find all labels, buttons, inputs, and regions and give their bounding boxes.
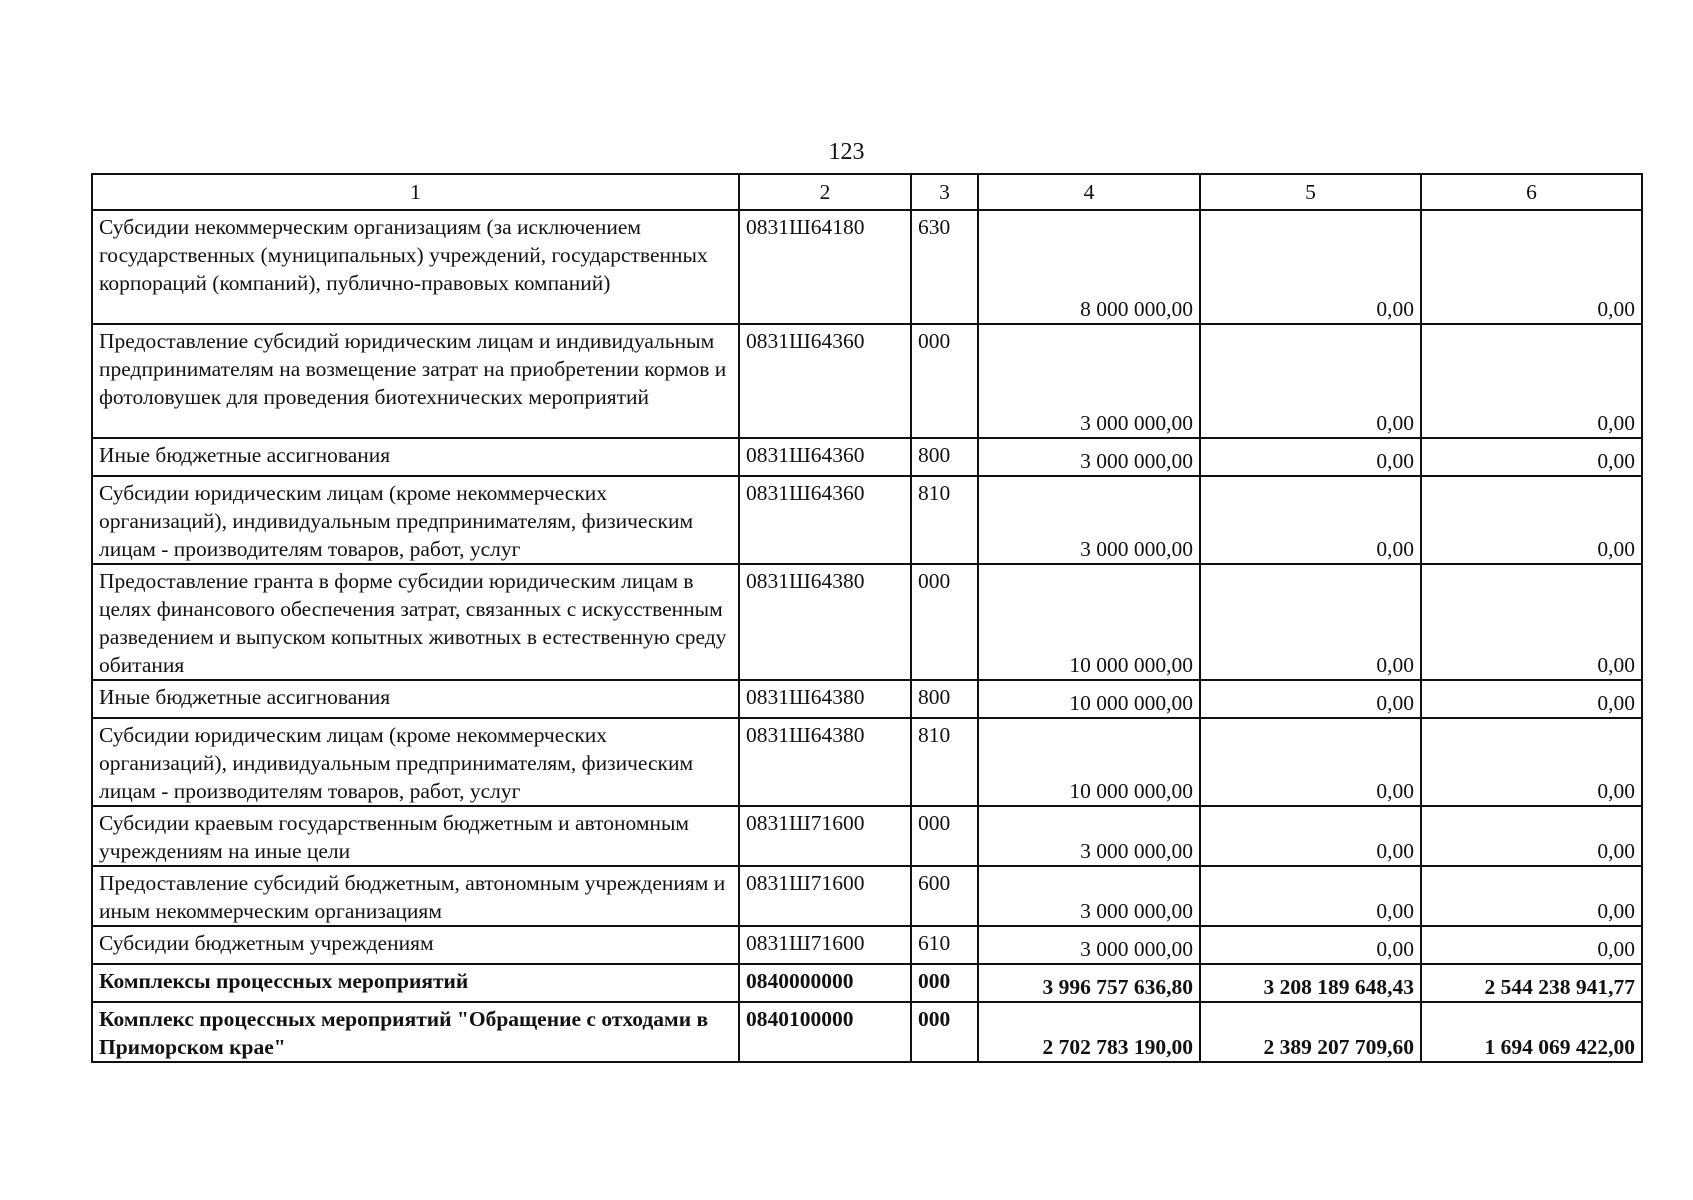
row-value-6: 0,00 [1421, 324, 1642, 438]
row-value-4: 3 000 000,00 [978, 866, 1200, 926]
row-value-5: 2 389 207 709,60 [1200, 1002, 1421, 1062]
row-value-5: 0,00 [1200, 718, 1421, 806]
row-value-5: 0,00 [1200, 210, 1421, 324]
row-type: 000 [911, 1002, 978, 1062]
row-name: Предоставление субсидий юридическим лицам и индивидуальным предпринимателям на возмещение затрат на приобретении кормов и фотоловушек для проведения биотехнических мероприятий [92, 324, 739, 438]
row-name: Комплексы процессных мероприятий [92, 964, 739, 1002]
row-name: Субсидии юридическим лицам (кроме некоммерческих организаций), индивидуальным предпринимателям, физическим лицам - производителям товаров, работ, услуг [92, 476, 739, 564]
row-code: 0831Ш64180 [739, 210, 911, 324]
row-value-6: 0,00 [1421, 680, 1642, 718]
table-row [92, 806, 1642, 866]
row-value-6: 1 694 069 422,00 [1421, 1002, 1642, 1062]
row-value-4: 3 000 000,00 [978, 806, 1200, 866]
row-name: Субсидии юридическим лицам (кроме некоммерческих организаций), индивидуальным предпринимателям, физическим лицам - производителям товаров, работ, услуг [92, 718, 739, 806]
row-type: 800 [911, 680, 978, 718]
table-row [92, 718, 1642, 806]
row-value-6: 0,00 [1421, 866, 1642, 926]
row-value-6: 2 544 238 941,77 [1421, 964, 1642, 1002]
row-code: 0831Ш64360 [739, 476, 911, 564]
row-type: 810 [911, 718, 978, 806]
row-value-6: 0,00 [1421, 476, 1642, 564]
row-name: Предоставление субсидий бюджетным, автономным учреждениям и иным некоммерческим организациям [92, 866, 739, 926]
row-name: Субсидии бюджетным учреждениям [92, 926, 739, 964]
row-value-5: 0,00 [1200, 926, 1421, 964]
row-code: 0831Ш64380 [739, 718, 911, 806]
table-header-row [92, 174, 1642, 210]
header-col-6: 6 [1421, 174, 1642, 210]
row-value-4: 10 000 000,00 [978, 680, 1200, 718]
header-col-4: 4 [978, 174, 1200, 210]
row-value-4: 3 000 000,00 [978, 926, 1200, 964]
row-value-4: 10 000 000,00 [978, 718, 1200, 806]
page-number: 123 [828, 139, 865, 165]
row-value-5: 3 208 189 648,43 [1200, 964, 1421, 1002]
header-col-5: 5 [1200, 174, 1421, 210]
row-type: 810 [911, 476, 978, 564]
row-value-5: 0,00 [1200, 324, 1421, 438]
row-code: 0831Ш71600 [739, 806, 911, 866]
table-row [92, 866, 1642, 926]
row-value-4: 8 000 000,00 [978, 210, 1200, 324]
row-value-5: 0,00 [1200, 866, 1421, 926]
row-value-5: 0,00 [1200, 438, 1421, 476]
row-value-4: 2 702 783 190,00 [978, 1002, 1200, 1062]
row-value-4: 3 000 000,00 [978, 438, 1200, 476]
row-value-5: 0,00 [1200, 564, 1421, 680]
row-name: Предоставление гранта в форме субсидии юридическим лицам в целях финансового обеспечения затрат, связанных с искусственным разведением и выпуском копытных животных в естественную среду обитания [92, 564, 739, 680]
row-code: 0840100000 [739, 1002, 911, 1062]
row-code: 0831Ш64380 [739, 564, 911, 680]
table-row [92, 324, 1642, 438]
table-row [92, 564, 1642, 680]
row-type: 600 [911, 866, 978, 926]
row-code: 0831Ш71600 [739, 866, 911, 926]
row-type: 800 [911, 438, 978, 476]
row-value-6: 0,00 [1421, 718, 1642, 806]
row-value-6: 0,00 [1421, 926, 1642, 964]
row-name: Комплекс процессных мероприятий "Обращение с отходами в Приморском крае" [92, 1002, 739, 1062]
row-value-4: 3 000 000,00 [978, 324, 1200, 438]
row-value-6: 0,00 [1421, 806, 1642, 866]
row-name: Иные бюджетные ассигнования [92, 680, 739, 718]
row-code: 0831Ш64380 [739, 680, 911, 718]
table-row [92, 438, 1642, 476]
table-row-total [92, 964, 1642, 1002]
row-name: Субсидии некоммерческим организациям (за исключением государственных (муниципальных) учреждений, государственных корпораций (компаний), публично-правовых компаний) [92, 210, 739, 324]
row-type: 630 [911, 210, 978, 324]
row-value-5: 0,00 [1200, 476, 1421, 564]
header-col-2: 2 [739, 174, 911, 210]
row-code: 0840000000 [739, 964, 911, 1002]
budget-table [91, 173, 1643, 1063]
table-row [92, 476, 1642, 564]
row-type: 000 [911, 324, 978, 438]
row-name: Иные бюджетные ассигнования [92, 438, 739, 476]
row-value-6: 0,00 [1421, 438, 1642, 476]
row-name: Субсидии краевым государственным бюджетным и автономным учреждениям на иные цели [92, 806, 739, 866]
row-type: 000 [911, 964, 978, 1002]
row-type: 000 [911, 806, 978, 866]
row-value-6: 0,00 [1421, 210, 1642, 324]
table-row [92, 210, 1642, 324]
row-type: 610 [911, 926, 978, 964]
table-row [92, 926, 1642, 964]
table-row [92, 680, 1642, 718]
row-value-5: 0,00 [1200, 680, 1421, 718]
row-value-4: 10 000 000,00 [978, 564, 1200, 680]
header-col-3: 3 [911, 174, 978, 210]
header-col-1: 1 [92, 174, 739, 210]
row-value-6: 0,00 [1421, 564, 1642, 680]
row-type: 000 [911, 564, 978, 680]
row-value-4: 3 996 757 636,80 [978, 964, 1200, 1002]
row-code: 0831Ш64360 [739, 324, 911, 438]
row-code: 0831Ш71600 [739, 926, 911, 964]
row-code: 0831Ш64360 [739, 438, 911, 476]
table-row-total [92, 1002, 1642, 1062]
row-value-5: 0,00 [1200, 806, 1421, 866]
row-value-4: 3 000 000,00 [978, 476, 1200, 564]
